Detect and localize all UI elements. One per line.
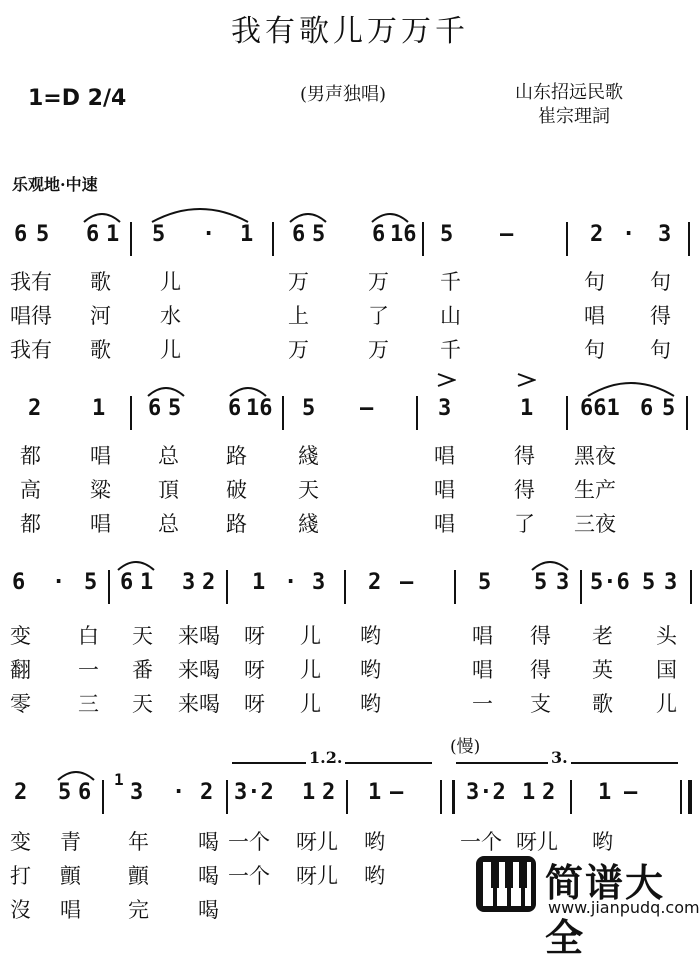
lyric: 一	[78, 658, 99, 682]
lyric: 都	[20, 512, 41, 536]
lyric: 天	[132, 624, 153, 648]
lyric: 番	[132, 658, 153, 682]
slur-arc	[146, 378, 186, 398]
note: 2	[322, 780, 336, 805]
volta-label-1-2: 1.2.	[306, 748, 345, 767]
lyric: 国	[656, 658, 677, 682]
lyric: 唱	[472, 658, 493, 682]
slow-marking: (慢)	[450, 737, 481, 757]
lyric: 呀	[244, 624, 265, 648]
bar-line	[272, 222, 274, 256]
note: 2	[590, 222, 604, 247]
lyric: 儿	[300, 624, 321, 648]
slur-arc	[370, 204, 410, 224]
slur-arc	[56, 762, 96, 782]
note: 5	[662, 396, 676, 421]
lyrics-verse-1	[0, 620, 700, 652]
lyric: 了	[368, 304, 389, 328]
lyrics-verse-2	[0, 300, 700, 332]
lyric: 綫	[298, 512, 319, 536]
lyric: 黑夜	[574, 444, 616, 468]
note: 5	[312, 222, 326, 247]
note: 5	[58, 780, 72, 805]
note: 3	[658, 222, 672, 247]
note: 6	[78, 780, 92, 805]
note: 6	[148, 396, 162, 421]
note: 6	[292, 222, 306, 247]
lyric: 呀儿	[296, 830, 338, 854]
lyric: 句	[650, 270, 671, 294]
lyrics-verse-1	[0, 266, 700, 298]
note: 16	[246, 396, 273, 421]
lyric: 千	[440, 338, 461, 362]
lyric: 唱	[60, 898, 81, 922]
note: 1	[252, 570, 266, 595]
lyric: 得	[530, 658, 551, 682]
notes-row	[0, 770, 700, 814]
lyric: 三夜	[574, 512, 616, 536]
lyric: 完	[128, 898, 149, 922]
note: 2	[542, 780, 556, 805]
lyric: 喝	[198, 864, 219, 888]
lyric: 頂	[158, 478, 179, 502]
note: 6	[640, 396, 654, 421]
lyric: 天	[298, 478, 319, 502]
notes-row	[0, 570, 700, 604]
dash-note: —	[360, 396, 374, 421]
notes-row	[0, 222, 700, 256]
lyric: 来喝	[178, 692, 220, 716]
notes-row	[0, 396, 700, 430]
lyric: 上	[288, 304, 309, 328]
bar-line	[226, 570, 228, 604]
lyric: 千	[440, 270, 461, 294]
lyric: 三	[78, 692, 99, 716]
lyric: 唱	[584, 304, 605, 328]
slur-arc	[288, 204, 328, 224]
song-title: 我有歌儿万万千	[231, 14, 469, 49]
note: 1	[302, 780, 316, 805]
lyric: 水	[160, 304, 181, 328]
lyric: 老	[592, 624, 613, 648]
lyric: 天	[132, 692, 153, 716]
bar-line	[566, 396, 568, 430]
tie-arc	[586, 370, 676, 398]
lyric: 路	[226, 444, 247, 468]
bar-line	[108, 570, 110, 604]
lyric: 破	[226, 478, 247, 502]
note: 2	[14, 780, 28, 805]
lyric: 唱	[90, 512, 111, 536]
note: ·	[622, 222, 636, 247]
lyric: 得	[650, 304, 671, 328]
lyric: 得	[514, 444, 535, 468]
song-source: 山东招远民歌	[515, 82, 623, 103]
lyric: 支	[530, 692, 551, 716]
lyric: 喝	[198, 830, 219, 854]
lyric: 来喝	[178, 624, 220, 648]
bar-line	[690, 570, 692, 604]
note: 6	[228, 396, 242, 421]
volta-label-3: 3.	[548, 748, 571, 767]
lyric: 一个	[228, 864, 270, 888]
lyric: 一	[472, 692, 493, 716]
note: 2	[200, 780, 214, 805]
repeat-bar-line	[452, 780, 455, 814]
watermark-url: www.jianpudq.com	[548, 898, 700, 917]
note: 1	[92, 396, 106, 421]
lyric: 了	[514, 512, 535, 536]
lyric: 河	[90, 304, 111, 328]
note: 3	[556, 570, 570, 595]
note: ·	[284, 570, 298, 595]
note: 6	[14, 222, 28, 247]
lyric: 唱得	[10, 304, 52, 328]
lyric: 英	[592, 658, 613, 682]
lyric: 唱	[90, 444, 111, 468]
bar-line	[570, 780, 572, 814]
dash-note: —	[400, 570, 414, 595]
lyric: 唱	[472, 624, 493, 648]
note: 5·6	[590, 570, 630, 595]
performance-note: (男声独唱)	[300, 84, 387, 105]
lyric: 年	[128, 830, 149, 854]
note: 5	[152, 222, 166, 247]
lyrics-verse-2	[0, 474, 700, 506]
note: 16	[390, 222, 417, 247]
lyric: 句	[650, 338, 671, 362]
lyric: 綫	[298, 444, 319, 468]
lyric: 翻	[10, 658, 31, 682]
lyric: 得	[514, 478, 535, 502]
lyric: 儿	[160, 338, 181, 362]
lyric: 沒	[10, 898, 31, 922]
lyric: 一个	[228, 830, 270, 854]
lyric: 呀儿	[296, 864, 338, 888]
tempo-marking: 乐观地·中速	[12, 175, 98, 194]
lyric: 喝	[198, 898, 219, 922]
lyric: 我有	[10, 270, 52, 294]
lyric: 顫	[60, 864, 81, 888]
bar-line	[680, 780, 682, 814]
bar-line	[102, 780, 104, 814]
lyric: 一个	[460, 830, 502, 854]
note: 5	[302, 396, 316, 421]
lyrics-verse-3	[0, 334, 700, 366]
lyric: 呀	[244, 658, 265, 682]
lyric: 高	[20, 478, 41, 502]
lyric: 唱	[434, 478, 455, 502]
dash-note: —	[500, 222, 514, 247]
accent-mark	[516, 372, 536, 388]
lyric: 儿	[300, 692, 321, 716]
lyric: 儿	[160, 270, 181, 294]
lyric: 哟	[360, 624, 381, 648]
bar-line	[344, 570, 346, 604]
lyric: 歌	[592, 692, 613, 716]
lyric: 头	[656, 624, 677, 648]
lyric: 句	[584, 338, 605, 362]
lyric: 万	[368, 338, 389, 362]
note: 5	[84, 570, 98, 595]
note: 1	[368, 780, 382, 805]
lyric: 我有	[10, 338, 52, 362]
note: ·	[172, 780, 186, 805]
lyric: 哟	[360, 692, 381, 716]
final-bar-line	[688, 780, 692, 814]
lyric: 来喝	[178, 658, 220, 682]
note: ·	[52, 570, 66, 595]
lyric: 得	[530, 624, 551, 648]
lyric: 唱	[434, 512, 455, 536]
lyric: 山	[440, 304, 461, 328]
lyric: 万	[288, 270, 309, 294]
lyric: 顫	[128, 864, 149, 888]
lyric: 都	[20, 444, 41, 468]
accent-mark	[436, 372, 456, 388]
note: 1	[106, 222, 120, 247]
note: 6	[86, 222, 100, 247]
dash-note: —	[390, 780, 404, 805]
lyric: 哟	[364, 864, 385, 888]
slur-arc	[228, 378, 268, 398]
note: 5	[36, 222, 50, 247]
note: 661	[580, 396, 620, 421]
lyric: 哟	[360, 658, 381, 682]
bar-line	[686, 396, 688, 430]
note: 6	[120, 570, 134, 595]
note: 1	[598, 780, 612, 805]
bar-line	[422, 222, 424, 256]
bar-line	[440, 780, 442, 814]
lyric: 变	[10, 624, 31, 648]
lyrics-verse-3	[0, 688, 700, 720]
bar-line	[688, 222, 690, 256]
lyric: 生产	[574, 478, 616, 502]
lyric: 变	[10, 830, 31, 854]
note: 1	[522, 780, 536, 805]
lyric: 歌	[90, 338, 111, 362]
lyric: 哟	[364, 830, 385, 854]
bar-line	[416, 396, 418, 430]
lyrics-verse-3	[0, 508, 700, 540]
lyric: 万	[368, 270, 389, 294]
bar-line	[282, 396, 284, 430]
dash-note: —	[624, 780, 638, 805]
bar-line	[130, 396, 132, 430]
note: 5	[478, 570, 492, 595]
bar-line	[566, 222, 568, 256]
lyric: 打	[10, 864, 31, 888]
lyric: 儿	[300, 658, 321, 682]
slur-arc	[530, 552, 570, 572]
lyric: 青	[60, 830, 81, 854]
note: 2	[368, 570, 382, 595]
lyric: 粱	[90, 478, 111, 502]
note: 1	[240, 222, 254, 247]
lyric: 儿	[656, 692, 677, 716]
lyric: 总	[158, 444, 179, 468]
note: 1	[520, 396, 534, 421]
lyric: 哟	[592, 830, 613, 854]
note: 1	[140, 570, 154, 595]
note: 3	[130, 780, 144, 805]
bar-line	[454, 570, 456, 604]
note: 3	[312, 570, 326, 595]
lyric: 零	[10, 692, 31, 716]
slur-arc	[82, 204, 122, 224]
lyric: 唱	[434, 444, 455, 468]
lyric: 歌	[90, 270, 111, 294]
bar-line	[226, 780, 228, 814]
note: 5	[440, 222, 454, 247]
lyric: 呀儿	[516, 830, 558, 854]
grace-note: 1	[114, 770, 124, 789]
note: 5	[168, 396, 182, 421]
bar-line	[130, 222, 132, 256]
note: 2	[202, 570, 216, 595]
note: 5	[534, 570, 548, 595]
lyricist-credit: 崔宗理詞	[538, 106, 610, 127]
tie-arc	[150, 196, 250, 224]
watermark-name: 简谱大全	[545, 861, 666, 960]
note: 6	[12, 570, 26, 595]
lyric: 路	[226, 512, 247, 536]
note: 6	[372, 222, 386, 247]
key-signature: 1=D 2/4	[28, 86, 127, 111]
note: 3·2	[466, 780, 506, 805]
note: ·	[202, 222, 216, 247]
lyric: 万	[288, 338, 309, 362]
note: 3	[182, 570, 196, 595]
lyric: 呀	[244, 692, 265, 716]
slur-arc	[116, 552, 156, 572]
note: 3	[438, 396, 452, 421]
lyrics-verse-1	[0, 440, 700, 472]
lyric: 白	[78, 624, 99, 648]
lyric: 总	[158, 512, 179, 536]
note: 2	[28, 396, 42, 421]
note: 5	[642, 570, 656, 595]
note: 3	[664, 570, 678, 595]
bar-line	[580, 570, 582, 604]
note: 3·2	[234, 780, 274, 805]
lyrics-verse-2	[0, 654, 700, 686]
lyric: 句	[584, 270, 605, 294]
bar-line	[346, 780, 348, 814]
